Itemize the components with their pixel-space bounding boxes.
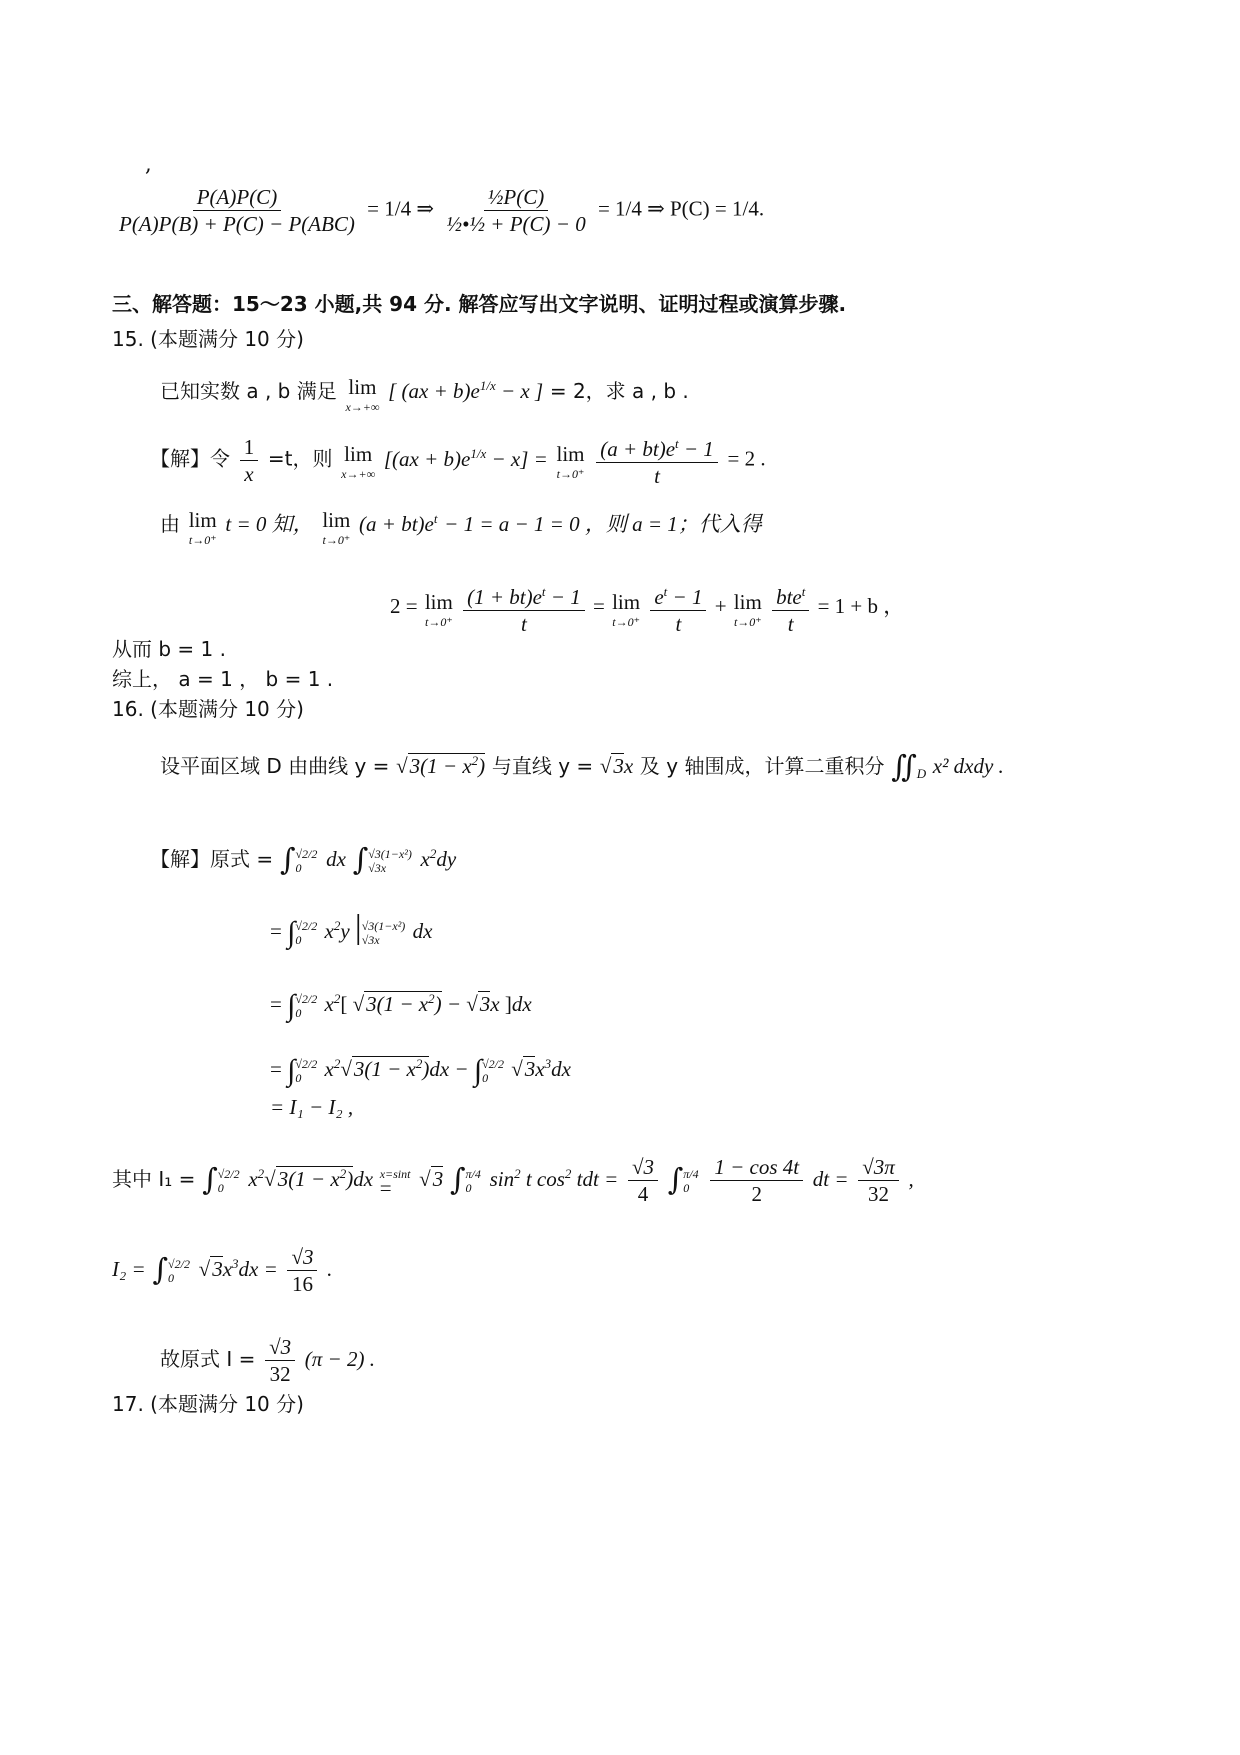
q16-step4: = ∫ √2/2 0 $x^2√3(1 - x^2)dx$ − ∫ √2/2 0 $√3x^3dx$: [270, 1054, 571, 1088]
q15-stmt-part-b: = 2，求 a , b .: [549, 379, 689, 403]
fraction-left: [115, 185, 359, 236]
q16-step3: = ∫ √2/2 0 $x^2$[ $√3(1 - x^2) - √3x$ ]dx: [270, 989, 532, 1023]
q15-line4: 从而 b = 1 .: [112, 637, 226, 661]
q16-step2: = ∫ √2/2 0 $x^2y$ | √3(1−x²) √3x dx: [270, 909, 433, 950]
q16-stmt-d: x² dxdy .: [932, 754, 1004, 778]
q16-conclusion: 故原式 I = $\frac{√3}{32}$ (π − 2) .: [160, 1335, 375, 1386]
q15-line3-end: = 1 + b ，: [817, 593, 905, 618]
fraction-middle: [442, 185, 590, 236]
q15-solution-line3: 2 = lim t→0⁺ $\frac{(1 + bt)e^t - 1}{t}$ = lim t→0⁺ $\frac{e^t - 1}{t}$ + lim t→0⁺ $\frac{bte^t}{t}$ = 1 + b ，: [390, 580, 904, 636]
q15-statement: 已知实数 a , b 满足 lim x→+∞ [ $(ax + b)e^{1/x} - x$ ] = 2，求 a , b .: [160, 374, 689, 414]
q16-stmt-a: 设平面区域 D 由曲线 y =: [160, 754, 390, 778]
q15-line5: 综上， a = 1 ， b = 1 .: [112, 667, 334, 691]
q17-header: 17. (本题满分 10 分): [112, 1392, 304, 1416]
section-heading: 三、解答题：15～23 小题,共 94 分. 解答应写出文字说明、证明过程或演算步骤.: [112, 292, 847, 316]
top-mark: ,: [145, 152, 152, 176]
fraction-left-denominator: P(A)P(B) + P(C) − P(ABC): [119, 212, 355, 236]
q16-conclusion-suffix: (π − 2) .: [304, 1347, 375, 1371]
equation-part-1: = 1/4 ⇒: [367, 196, 434, 221]
q16-stmt-b: 与直线 y =: [491, 754, 594, 778]
q15-sol-prefix: 【解】令: [150, 446, 230, 471]
q15-line2-a: 由: [160, 512, 180, 536]
probability-equation: [112, 185, 764, 236]
q15-solution-line2: 由 lim t→0⁺ t = 0 知， lim t→0⁺ $(a + bt)e^t - 1 = a - 1 = 0$ ，则 a = 1；代入得: [160, 507, 762, 547]
q16-header: 16. (本题满分 10 分): [112, 697, 304, 721]
equation-part-3: = 1/4 ⇒ P(C) = 1/4.: [597, 196, 765, 221]
q15-header: 15. (本题满分 10 分): [112, 327, 304, 351]
q15-sol-end: = 2 .: [727, 446, 766, 471]
q16-statement: 设平面区域 D 由曲线 $y = √3(1 - x^2)$ 与直线 y = √3x 及 y 轴围成，计算二重积分 $∬_D$ x² dxdy .: [160, 749, 1004, 785]
fraction-middle-numerator: ½P(C): [484, 185, 549, 211]
q16-step5: = I₁ − I₂ ,: [270, 1095, 354, 1119]
q16-i2-prefix: I₂ =: [112, 1257, 146, 1281]
q15-stmt-part-a: 已知实数 a , b 满足: [160, 379, 337, 403]
q15-solution-line1: 【解】令 $\frac{1}{x}$ =t，则 lim x→+∞ $[(ax + b)e^{1/x} - x]$ = lim t→0⁺ $\frac{(a + bt)e^t - 1}{t}$ = 2 .: [150, 432, 766, 488]
q16-sol-prefix: 【解】原式 =: [150, 847, 274, 871]
q16-i1-prefix: 其中 I₁ =: [112, 1167, 196, 1191]
q15-line2-c: (a + bt)e: [359, 512, 434, 536]
fraction-middle-denominator: ½•½ + P(C) − 0: [446, 212, 586, 236]
q15-limit: lim x→+∞: [345, 374, 380, 414]
q16-stmt-c: 及 y 轴围成，计算二重积分: [639, 754, 885, 778]
q16-i1-line: 其中 I₁ = ∫ √2/2 0 $x^2√3(1 - x^2)dx$ x=sint = √3 ∫ π/4 0 $\sin^2 t$ $\cos^2$ tdt = $\frac{√3}{4}$ ∫ π/4 0 $\frac{1 - \cos 4t}{2}$ dt = $\frac{√3\pi}{32}$ ,: [112, 1155, 914, 1206]
q16-substitution-note: x=sint: [379, 1166, 411, 1181]
q16-i2-line: I₂ = ∫ √2/2 0 $√3x^3dx$ = $\frac{√3}{16}$ .: [112, 1245, 333, 1296]
q16-conclusion-prefix: 故原式 I =: [160, 1347, 256, 1371]
q15-line2-b: t = 0 知，: [225, 512, 314, 536]
q15-sol-t: =t，则: [267, 446, 333, 471]
fraction-left-numerator: P(A)P(C): [193, 185, 281, 211]
q15-line2-d: − 1 = a − 1 = 0 ，则 a = 1；代入得: [444, 512, 762, 536]
q16-solution-line1: 【解】原式 = ∫ √2/2 0 dx ∫ √3(1−x²) √3x $x^2dy$: [150, 842, 457, 878]
